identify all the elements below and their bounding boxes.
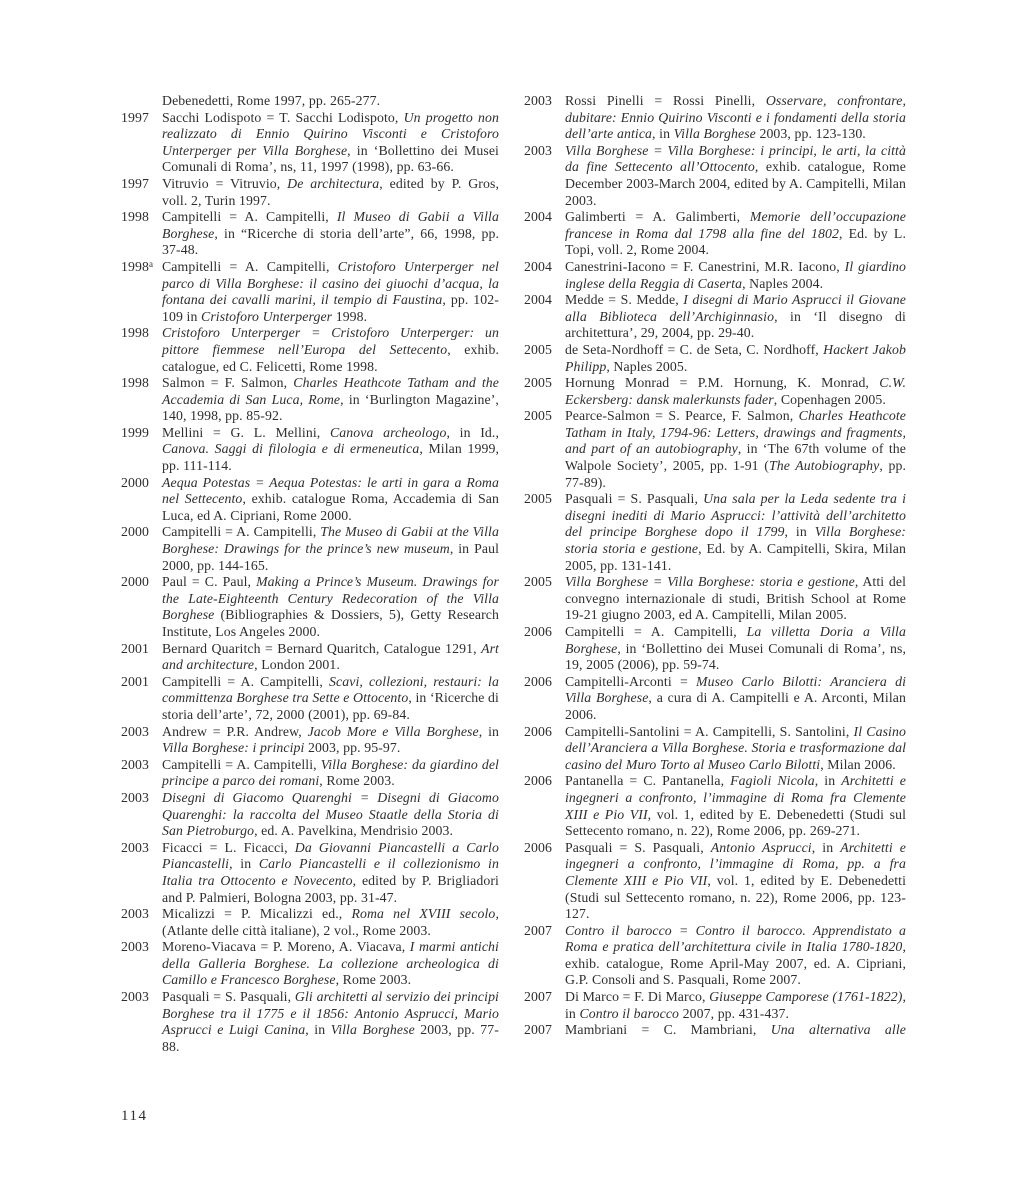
bibliography-entry: [524, 773, 906, 839]
entry-year: 2000: [121, 524, 149, 540]
entry-year: 2006: [524, 673, 552, 689]
entry-year: 2005: [524, 574, 552, 590]
bibliography-entry: [121, 176, 499, 209]
bibliography-entry: [524, 989, 906, 1022]
bibliography-entry: [121, 259, 499, 325]
bibliography-entry: [121, 325, 499, 375]
bibliography-entry: [121, 757, 499, 790]
bibliography-entry: [121, 209, 499, 259]
bibliography-entry: [121, 524, 499, 574]
bibliography-entry: [121, 939, 499, 989]
bibliography-entry: [121, 840, 499, 906]
entry-text: Sacchi Lodispoto = T. Sacchi Lodispoto, Un progetto non realizzato di Ennio Quirino Visconti e Cristoforo Unterperger per Villa Borghese, in ‘Bollettino dei Musei Comunali di Roma’, ns, 11, 1997 (1998), pp. 63-66.: [162, 109, 499, 175]
entry-text: Disegni di Giacomo Quarenghi = Disegni di Giacomo Quarenghi: la raccolta del Museo Staatle della Storia di San Pietroburgo, ed. A. Pavelkina, Mendrisio 2003.: [162, 789, 499, 839]
entry-year: 2004: [524, 258, 552, 274]
entry-text: Villa Borghese = Villa Borghese: i principi, le arti, la città da fine Settecento all’Ottocento, exhib. catalogue, Rome December 2003-March 2004, edited by A. Campitelli, Milan 2003.: [565, 142, 906, 208]
entry-text: Pantanella = C. Pantanella, Fagioli Nicola, in Architetti e ingegneri a confronto, l’immagine di Roma fra Clemente XIII e Pio VII, vol. 1, edited by E. Debenedetti (Studi sul Settecento romano, n. 22), Rome 2006, pp. 269-271.: [565, 773, 906, 839]
entry-text: Campitelli = A. Campitelli, La villetta Doria a Villa Borghese, in ‘Bollettino dei Musei Comunali di Roma’, ns, 19, 2005 (2006), pp. 59-74.: [565, 624, 906, 673]
entry-text: Vitruvio = Vitruvio, De architectura, edited by P. Gros, voll. 2, Turin 1997.: [162, 175, 500, 208]
bibliography-entry: [524, 143, 906, 209]
entry-year: 2000: [121, 574, 149, 590]
bibliography-entry: [524, 574, 906, 624]
bibliography-entry: [121, 674, 499, 724]
entry-year: 2006: [524, 839, 552, 855]
bibliography-entry: [524, 292, 906, 342]
entry-text: Pasquali = S. Pasquali, Antonio Asprucci, in Architetti e ingegneri a confronto, l’immagine di Roma, pp. a fra Clemente XIII e Pio VII, vol. 1, edited by E. Debenedetti (Studi sul Settecento romano, n. 22), Rome 2006, pp. 123-127.: [565, 839, 907, 922]
entry-year: 2005: [524, 491, 552, 507]
entry-year: 2005: [524, 375, 552, 391]
bibliography-entry: [121, 93, 499, 110]
entry-year: 2003: [121, 939, 149, 955]
entry-text: Campitelli-Santolini = A. Campitelli, S. Santolini, Il Casino dell’Aranciera a Villa Borghese. Storia e trasformazione dal casino del Muro Torto al Museo Carlo Bilotti, Milan 2006.: [565, 723, 906, 772]
entry-text: Cristoforo Unterperger = Cristoforo Unterperger: un pittore fiemmese nell’Europa del Settecento, exhib. catalogue, ed C. Felicetti, Rome 1998.: [162, 325, 499, 374]
entry-text: Aequa Potestas = Aequa Potestas: le arti in gara a Roma nel Settecento, exhib. catalogue Roma, Accademia di San Luca, ed A. Cipriani, Rome 2000.: [162, 474, 499, 523]
bibliography-entry: [524, 624, 906, 674]
bibliography-entry: [121, 375, 499, 425]
bibliography-entry: [121, 724, 499, 757]
entry-text: Mambriani = C. Mambriani, Una alternativa alle: [565, 1022, 906, 1038]
bibliography-entry: [524, 840, 906, 923]
entry-year: 2004: [524, 292, 552, 308]
entry-year: 2005: [524, 408, 552, 424]
entry-text: Hornung Monrad = P.M. Hornung, K. Monrad, C.W. Eckersberg: dansk malerkunsts fader, Copenhagen 2005.: [565, 375, 906, 407]
entry-text: Pasquali = S. Pasquali, Una sala per la Leda sedente tra i disegni inediti di Mario Asprucci: l’attività dell’architetto del principe Borghese dopo il 1799, in Villa Borghese: storia storia e gestione, Ed. by A. Campitelli, Skira, Milan 2005, pp. 131-141.: [565, 491, 907, 573]
bibliography-entry: [121, 574, 499, 640]
entry-year: 2003: [524, 93, 552, 108]
entry-year: 2001: [121, 640, 149, 656]
entry-year: 1997: [121, 109, 149, 125]
bibliography-entry: [121, 641, 499, 674]
bibliography-entry: [524, 408, 906, 491]
entry-year: 1998: [121, 209, 149, 225]
entry-text: Campitelli = A. Campitelli, Villa Borghese: da giardino del principe a parco dei romani, Rome 2003.: [162, 756, 499, 789]
entry-year: 1998$^a$: [121, 258, 154, 274]
bibliography-entry: [524, 342, 906, 375]
entry-text: Campitelli = A. Campitelli, Scavi, collezioni, restauri: la committenza Borghese tra Sette e Ottocento, in ‘Ricerche di storia dell’arte’, 72, 2000 (2001), pp. 69-84.: [162, 673, 499, 722]
entry-text: Campitelli-Arconti = Museo Carlo Bilotti: Aranciera di Villa Borghese, a cura di A. Campitelli e A. Arconti, Milan 2006.: [565, 673, 907, 722]
entry-year: 2003: [121, 989, 149, 1005]
bibliography-entry: [524, 375, 906, 408]
entry-text: Debenedetti, Rome 1997, pp. 265-277.: [162, 93, 381, 108]
bibliography-entry: [524, 209, 906, 259]
entry-year: 2006: [524, 773, 552, 789]
bibliography-entry: [524, 259, 906, 292]
entry-text: Campitelli = A. Campitelli, The Museo di Gabii at the Villa Borghese: Drawings for the prince’s new museum, in Paul 2000, pp. 144-165.: [162, 524, 500, 573]
entry-year: 2003: [121, 789, 149, 805]
bibliography-entry: [524, 923, 906, 989]
entry-text: Rossi Pinelli = Rossi Pinelli, Osservare, confrontare, dubitare: Ennio Quirino Visconti e i fondamenti della storia dell’arte antica, in Villa Borghese 2003, pp. 123-130.: [565, 93, 906, 142]
entry-text: Canestrini-Iacono = F. Canestrini, M.R. Iacono, Il giardino inglese della Reggia di Caserta, Naples 2004.: [565, 258, 906, 291]
right-column: [524, 93, 906, 1039]
entry-text: Galimberti = A. Galimberti, Memorie dell’occupazione francese in Roma dal 1798 alla fine del 1802, Ed. by L. Topi, voll. 2, Rome 2004.: [565, 209, 907, 258]
entry-year: 2003: [121, 906, 149, 922]
bibliography-entry: [524, 674, 906, 724]
entry-year: 2007: [524, 989, 552, 1005]
entry-text: Di Marco = F. Di Marco, Giuseppe Camporese (1761-1822), in Contro il barocco 2007, pp. 431-437.: [565, 989, 906, 1021]
entry-year: 2001: [121, 673, 149, 689]
entry-year: 2005: [524, 341, 552, 357]
entry-text: Ficacci = L. Ficacci, Da Giovanni Piancastelli a Carlo Piancastelli, in Carlo Piancastelli e il collezionismo in Italia tra Ottocento e Novecento, edited by P. Brigliadori and P. Palmieri, Bologna 2003, pp. 31-47.: [162, 839, 499, 905]
bibliography-entry: [121, 110, 499, 176]
entry-text: Pearce-Salmon = S. Pearce, F. Salmon, Charles Heathcote Tatham in Italy, 1794-96: Letters, drawings and fragments, and part of an autobiography, in ‘The 67th volume of the Walpole Society’, 2005, pp. 1-91 (The Autobiography, pp. 77-89).: [565, 408, 907, 490]
entry-text: Salmon = F. Salmon, Charles Heathcote Tatham and the Accademia di San Luca, Rome, in ‘Burlington Magazine’, 140, 1998, pp. 85-92.: [162, 375, 499, 424]
entry-year: 2000: [121, 474, 149, 490]
entry-year: 2003: [121, 723, 149, 739]
left-column: [121, 93, 499, 1055]
entry-text: Bernard Quaritch = Bernard Quaritch, Catalogue 1291, Art and architecture, London 2001.: [162, 640, 499, 673]
entry-year: 2006: [524, 624, 552, 639]
entry-year: 2004: [524, 209, 552, 225]
page-number: 114: [121, 1108, 148, 1124]
entry-text: Villa Borghese = Villa Borghese: storia e gestione, Atti del convegno internazionale di studi, British School at Rome 19-21 giugno 2003, ed A. Campitelli, Milan 2005.: [565, 574, 907, 623]
bibliography-entry: [121, 425, 499, 475]
bibliography-entry: [524, 1022, 906, 1039]
entry-year: 2003: [121, 756, 149, 772]
entry-year: 2007: [524, 922, 552, 938]
entry-text: Moreno-Viacava = P. Moreno, A. Viacava, I marmi antichi della Galleria Borghese. La collezione archeologica di Camillo e Francesco Borghese, Rome 2003.: [162, 939, 499, 988]
bibliography-entry: [121, 989, 499, 1055]
bibliography-entry: [121, 475, 499, 525]
bibliography-entry: [524, 93, 906, 143]
entry-year: 1997: [121, 175, 149, 191]
entry-text: Campitelli = A. Campitelli, Cristoforo Unterperger nel parco di Villa Borghese: il casino dei giuochi d’acqua, la fontana dei cavalli marini, il tempio di Faustina, pp. 102-109 in Cristoforo Unterperger 1998.: [162, 258, 499, 324]
entry-text: Pasquali = S. Pasquali, Gli architetti al servizio dei principi Borghese tra il 1775 e il 1856: Antonio Asprucci, Mario Asprucci e Luigi Canina, in Villa Borghese 2003, pp. 77-88.: [162, 989, 499, 1054]
entry-year-superscript: a: [149, 258, 154, 269]
bibliography-entry: [524, 724, 906, 774]
entry-year: 2003: [121, 839, 149, 855]
entry-year: 2003: [524, 142, 552, 158]
bibliography-entry: [121, 790, 499, 840]
entry-text: Contro il barocco = Contro il barocco. Apprendistato a Roma e pratica dell’architettura civile in Italia 1780-1820, exhib. catalogue, Rome April-May 2007, ed. A. Cipriani, G.P. Consoli and S. Pasquali, Rome 2007.: [565, 922, 906, 988]
entry-year: 1998: [121, 375, 149, 391]
entry-text: Andrew = P.R. Andrew, Jacob More e Villa Borghese, in Villa Borghese: i principi 2003, pp. 95-97.: [162, 723, 500, 756]
entry-year: 1999: [121, 424, 149, 440]
entry-text: Paul = C. Paul, Making a Prince’s Museum. Drawings for the Late-Eighteenth Century Redecoration of the Villa Borghese (Bibliographies & Dossiers, 5), Getty Research Institute, Los Angeles 2000.: [162, 574, 499, 639]
entry-text: Medde = S. Medde, I disegni di Mario Asprucci il Giovane alla Biblioteca dell’Archiginnasio, in ‘Il disegno di architettura’, 29, 2004, pp. 29-40.: [565, 292, 906, 341]
entry-text: de Seta-Nordhoff = C. de Seta, C. Nordhoff, Hackert Jakob Philipp, Naples 2005.: [565, 341, 906, 374]
entry-text: Mellini = G. L. Mellini, Canova archeologo, in Id., Canova. Saggi di filologia e di ermeneutica, Milan 1999, pp. 111-114.: [162, 424, 499, 474]
entry-year: 1998: [121, 325, 149, 341]
entry-text: Micalizzi = P. Micalizzi ed., Roma nel XVIII secolo, (Atlante delle città italiane), 2 vol., Rome 2003.: [162, 906, 499, 938]
bibliography-entry: [121, 906, 499, 939]
entry-text: Campitelli = A. Campitelli, Il Museo di Gabii a Villa Borghese, in “Ricerche di storia dell’arte”, 66, 1998, pp. 37-48.: [162, 209, 499, 258]
bibliography-entry: [524, 491, 906, 574]
entry-year: 2007: [524, 1022, 552, 1038]
entry-year: 2006: [524, 723, 552, 739]
